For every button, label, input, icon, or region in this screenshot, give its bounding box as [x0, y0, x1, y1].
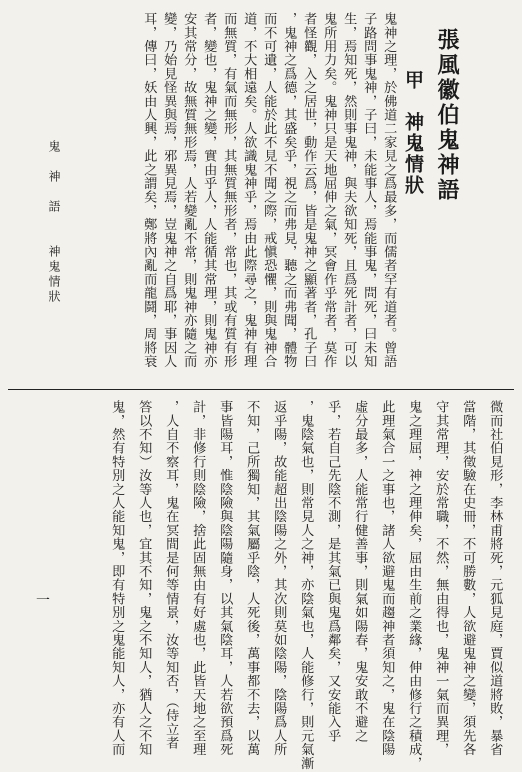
text-column: 答以不知）汝等人也，宜其不知，鬼之不知人，猶人之不知 [136, 400, 152, 757]
text-column: 變，乃始見怪異與焉，邪異見焉，豈鬼神之自爲耶，事因人 [161, 12, 177, 369]
text-column: ，鬼陰氣也，則常見人之神，亦陰氣也，人能修行，則元氣漸 [298, 400, 314, 770]
text-column: 而無質，有氣而無形，其無質無形者，常也，其或有質有形 [221, 12, 237, 369]
text-column: 鬼，然有特別之人能知鬼，即有特別之鬼能知人，亦有人而 [109, 400, 125, 757]
text-column: 生，焉知死，然則事鬼神，與夫欲知死，且爲死計者，可以 [341, 12, 357, 369]
text-column: 鬼所用力矣。鬼神只是天地屈伸之氣，冥會作乎常者，莫作 [321, 12, 337, 369]
text-column: ，鬼神之爲德，其盛矣乎，視之而弗見，聽之而弗聞，體物 [281, 12, 297, 369]
text-column: 守其常理，安於常職，不然，無由得也，鬼神一氣而異理， [433, 400, 449, 757]
text-column: 鬼神之理，於佛道二家見之爲最多，而儒者罕有道者。曾語 [381, 12, 397, 369]
text-column: 鬼之理屈，神之理伸矣，屈由生前之業緣，伸由修行之積成， [406, 400, 422, 770]
text-column: 返乎陽，故能超出陰陽之外，其次則莫如陰陽，陰陽爲人所 [271, 400, 287, 757]
text-column: 當階，其徵驗在史冊，不可勝數，人欲避鬼神之變，須先各 [460, 400, 476, 757]
running-header: 鬼 神 語 神鬼情狀 [47, 140, 61, 305]
text-column: 耳，傳曰，妖由人興，此之謂矣，鄭將內亂而龍鬪，周將衰 [141, 12, 157, 369]
text-column: 虛分最多，人能常行健善事，則氣如陽春，鬼安敢不避之 [352, 400, 368, 743]
text-column: 計，非修行則陰險，捨此固無由有好處也，此皆天地之至理 [190, 400, 206, 757]
text-column: ，人自不察耳，鬼在冥間是何等情景，汝等知否，（侍立者 [163, 400, 179, 750]
section-divider [8, 389, 514, 390]
text-column: 不知，己所獨知，其氣屬乎陰，人死後，萬事都不去，以萬 [244, 400, 260, 757]
text-column: 乎，若自己先陰不測，是其氣已與鬼爲鄰矣，又安能入乎 [325, 400, 341, 743]
text-column: 微而社伯見形，李林甫將死，元狐見庭，賈似道將敗，暴省 [487, 400, 503, 757]
text-column: 安其常分，故無質無形焉，人若變亂不常，則鬼神亦隨之而 [181, 12, 197, 369]
text-column: 者，變也，鬼神之變，實由乎人，人能循其常理，則鬼神亦 [201, 12, 217, 369]
section-subtitle: 甲 神鬼情狀 [402, 70, 424, 196]
text-column: 此理氣合一之事也，諸人欲避鬼而趨神者須知之，鬼在陰陽 [379, 400, 395, 757]
text-column: 事皆陽耳，惟陰險與陰陽隨身，以其氣陰耳，人若欲預爲死 [217, 400, 233, 757]
text-column: 而不可遺，人能於此不見不聞之際，戒愼恐懼，則與鬼神合 [261, 12, 277, 369]
text-column: 道，不大相遠矣。人欲識鬼神乎，焉由此際尋之，鬼神有理 [241, 12, 257, 369]
page-number: 一 [36, 593, 50, 609]
text-column: 子路問事鬼神，子曰，未能事人，焉能事鬼，問死，曰未知 [361, 12, 377, 369]
text-column: 者怪觀，入之居世，動作云爲，皆是鬼神之顯著者，孔子曰 [301, 12, 317, 369]
page-title: 張風徽伯鬼神語 [434, 28, 460, 203]
